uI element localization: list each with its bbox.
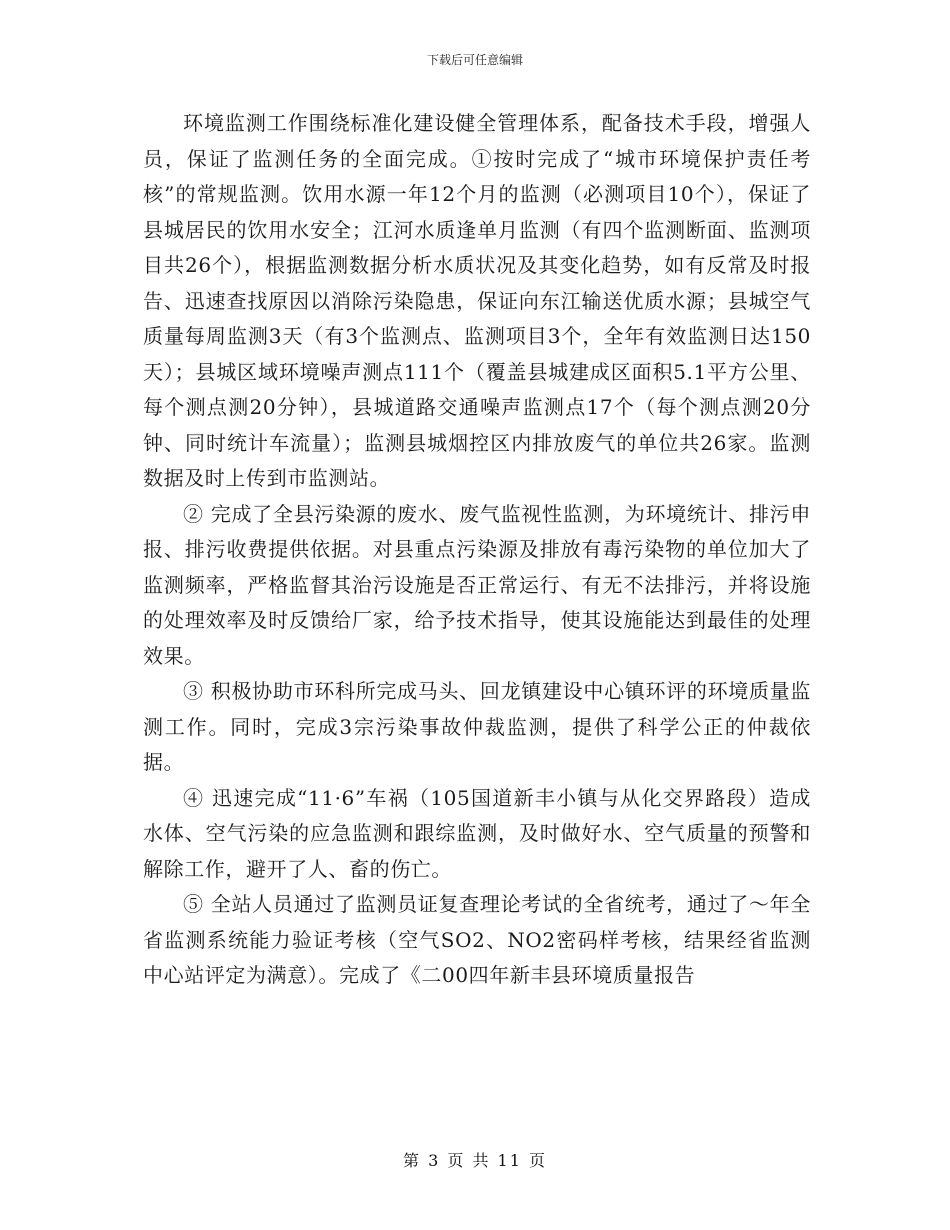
page-number-footer: 第 3 页 共 11 页 bbox=[403, 1151, 547, 1170]
paragraph-4: ④ 迅速完成“11·6”车祸（105国道新丰小镇与从化交界路段）造成水体、空气污染的应急监测和跟综监测，及时做好水、空气质量的预警和解除工作，避开了人、畜的伤亡。 bbox=[143, 785, 811, 881]
document-body bbox=[143, 106, 811, 994]
paragraph-1: 环境监测工作围绕标准化建设健全管理体系，配备技术手段，增强人员，保证了监测任务的全面完成。①按时完成了“城市环境保护责任考核”的常规监测。饮用水源一年12个月的监测（必测项目10个），保证了县城居民的饮用水安全；江河水质逢单月监测（有四个监测断面、监测项目共26个），根据监测数据分析水质状况及其变化趋势，如有反常及时报告、迅速查找原因以消除污染隐患，保证向东江输送优质水源；县城空气质量每周监测3天（有3个监测点、监测项目3个，全年有效监测日达150天）；县城区域环境噪声测点111个（覆盖县城建成区面积5.1平方公里、每个测点测20分钟），县城道路交通噪声监测点17个（每个测点测20分钟、同时统计车流量）；监测县城烟控区内排放废气的单位共26家。监测数据及时上传到市监测站。 bbox=[143, 111, 811, 490]
paragraph-2: ② 完成了全县污染源的废水、废气监视性监测，为环境统计、排污申报、排污收费提供依据。对县重点污染源及排放有毒污染物的单位加大了监测频率，严格监督其治污设施是否正常运行、有无不法排污，并将设施的处理效率及时反馈给厂家，给予技术指导，使其设施能达到最佳的处理效果。 bbox=[143, 501, 811, 668]
paragraph-3: ③ 积极协助市环科所完成马头、回龙镇建设中心镇环评的环境质量监测工作。同时，完成3宗污染事故仲裁监测，提供了科学公正的仲裁依据。 bbox=[143, 679, 811, 774]
page-header: 下载后可任意编辑 bbox=[426, 53, 523, 67]
paragraph-5: ⑤ 全站人员通过了监测员证复查理论考试的全省统考，通过了～年全省监测系统能力验证考核（空气SO2、NO2密码样考核，结果经省监测中心站评定为满意）。完成了《二00四年新丰县环境质量报告 bbox=[143, 892, 811, 987]
